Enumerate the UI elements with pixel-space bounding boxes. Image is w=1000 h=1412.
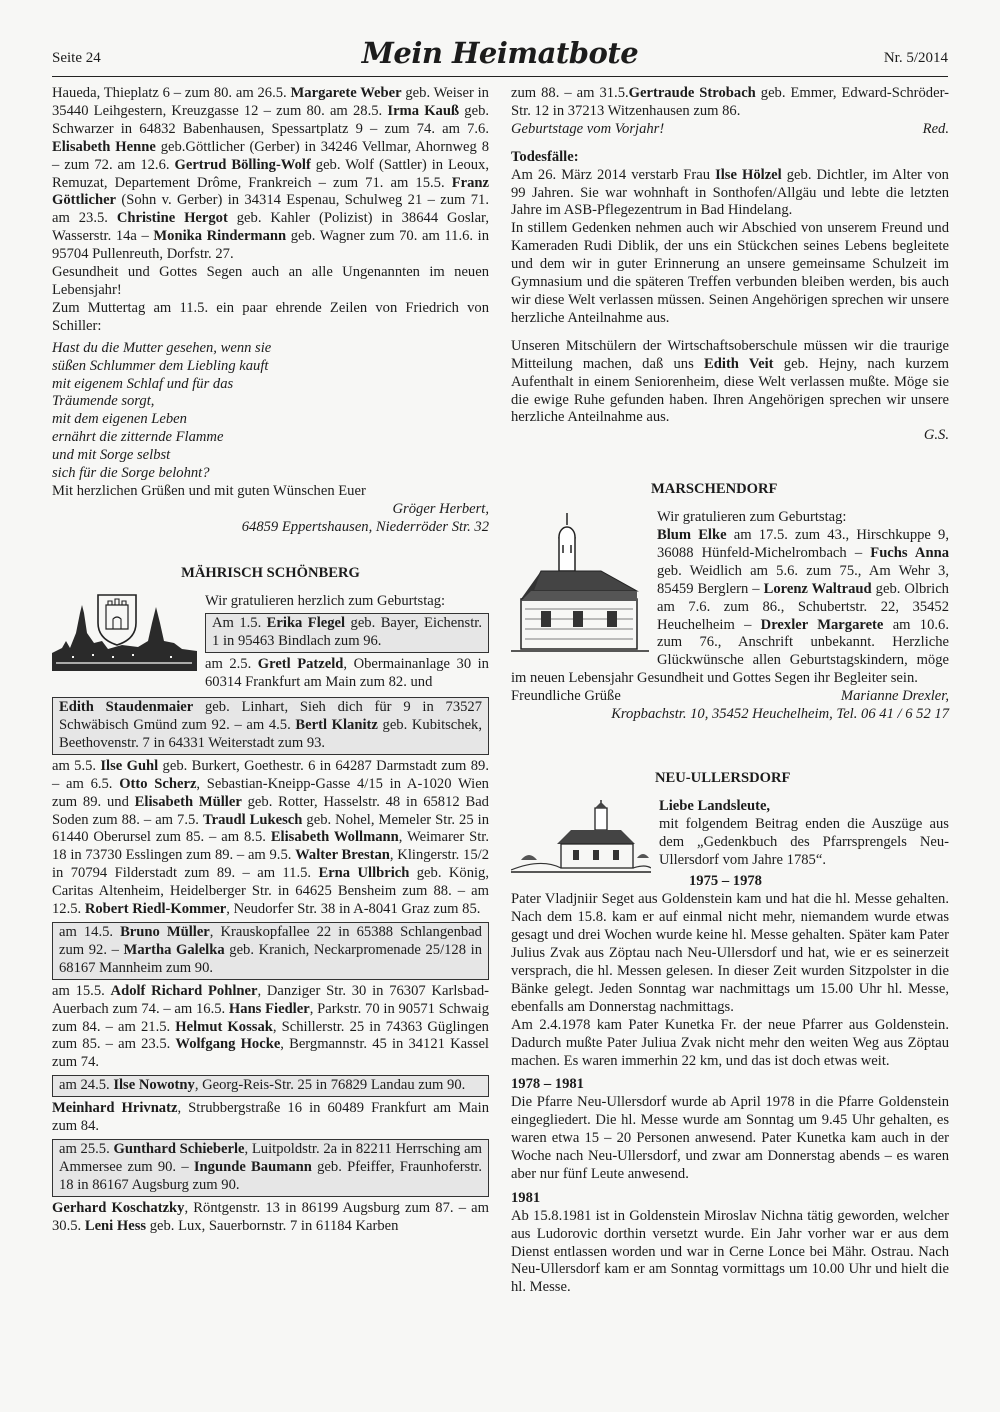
text-segment: geb. Nohel, Memeler Str. 25 in 61440 Oberursel zum 85. – am 8.5.: [52, 811, 490, 846]
text-segment: geb. Kubitschek, Beethovenstr. 7 in 64331 Weiterstadt zum 93.: [59, 717, 483, 751]
person-name: Ingunde Baumann: [193, 1158, 312, 1175]
person-name: Gretl Patzeld: [257, 656, 344, 673]
birthday-list-may-15-23: [52, 983, 489, 1073]
neu-ullersdorf-block: [511, 798, 949, 892]
person-name: Bertl Klanitz: [295, 717, 378, 733]
text-segment: geb. Emmer, Edward-Schröder-Str. 12 in 37213 Witzenhausen zum 86.: [511, 85, 949, 119]
person-name: Wolfgang Hocke: [175, 1036, 281, 1053]
text-segment: geb. Bayer, Eichenstr. 1 in 95463 Bindlach zum 96.: [212, 615, 482, 650]
text-segment: , Röntgenstr. 13 in 86199 Augsburg zum 87. – am 30.5.: [52, 1199, 489, 1234]
issue-number: Nr. 5/2014: [883, 50, 948, 66]
text-segment: geb. Lux, Sauerbornstr. 7 in 61184 Karben: [146, 1217, 399, 1234]
person-name: Adolf Richard Pohlner: [110, 982, 258, 999]
person-name: Gerhard Koschatzky: [52, 1199, 185, 1216]
page-number: Seite 24: [52, 50, 101, 66]
poem-line: sich für die Sorge belohnt?: [52, 465, 210, 482]
text-segment: am 5.5.: [52, 757, 101, 774]
period-heading-1978: 1978 – 1981: [511, 1076, 584, 1093]
period-heading-1975: 1975 – 1978: [689, 873, 762, 890]
person-name: Leni Hess: [84, 1217, 147, 1234]
person-name: Helmut Kossak: [175, 1018, 273, 1035]
poem-line: Hast du die Mutter gesehen, wenn sie: [52, 339, 272, 356]
poem-line: mit eigenem Schlaf und für das: [52, 375, 234, 392]
text-segment: (Sohn v. Gerber) in 34314 Espenau, Schulweg 21 – zum 71. am 23.5.: [52, 192, 489, 227]
obituary-initials: G.S.: [923, 427, 949, 444]
birthday-list-may-5-12: [52, 758, 489, 919]
text-segment: geb. Hejny, nach kurzem Aufenthalt in einem Seniorenheim, diese Welt verlassen mußte. Möge sie die ewige Ruhe gefunden haben. Ihren Angehörigen sprechen wir unsere herzliche Anteilnahme aus.: [511, 355, 949, 426]
person-name: Walter Brestan: [295, 847, 390, 864]
birthday-box-3: [52, 922, 489, 980]
text-segment: , Georg-Reis-Str. 25 in 76829 Landau zum 90.: [194, 1077, 466, 1094]
person-name: Erika Flegel: [266, 615, 346, 632]
text-segment: Haueda, Thieplatz 6 – zum 80. am 26.5.: [52, 85, 291, 101]
person-name: Fuchs Anna: [870, 544, 949, 561]
section-title-marschendorf: MARSCHENDORF: [651, 481, 778, 498]
schiller-poem: [52, 340, 489, 483]
maehrisch-schoenberg-block: [52, 593, 489, 693]
header-rule: [52, 76, 948, 77]
period-heading-1981: 1981: [511, 1189, 541, 1206]
obituary-diblik: In stillem Gedenken nehmen auch wir Abschied von unserem Freund und Kameraden Rudi Diblik, der uns ein Stückchen seines Lebens begleitete und dem wir in guter Erinnerung an unsere gemeinsame Schulzeit im Gymnasium und die späteren Treffen verbunden bleiben werden, bis auch wir diese Welt verlassen müssen. Seinen Angehörigen sprechen wir unsere herzliche Anteilnahme aus.: [511, 220, 949, 326]
greeting-text: Mit herzlichen Grüßen und mit guten Wünschen Euer: [52, 482, 366, 499]
person-name: Franz Göttlicher: [52, 174, 489, 209]
text-segment: Am 1.5.: [212, 615, 267, 632]
obituaries-title: Todesfälle:: [511, 148, 579, 165]
text-segment: Am 26. März 2014 verstarb Frau: [511, 166, 716, 183]
birthday-box-5: [52, 1139, 489, 1197]
text-segment: , Danziger Str. 30 in 76307 Karlsbad-Auerbach zum 74. – am 16.5.: [52, 982, 489, 1017]
person-name: Drexler Margarete: [760, 616, 884, 633]
text-segment: geb. Rotter, Hasselstr. 48 in 65812 Bad Soden zum 88. – am 7.5.: [52, 793, 489, 828]
person-name: Lorenz Waltraud: [763, 580, 872, 597]
marschendorf-address: Kropbachstr. 10, 35452 Heuchelheim, Tel. 06 41 / 6 52 17: [611, 706, 949, 722]
section-title-maehrisch-schoenberg: MÄHRISCH SCHÖNBERG: [181, 564, 360, 581]
person-name: Martha Galelka: [123, 941, 225, 958]
text-segment: geb. Wagner zum 70. am 11.6. in 95704 Pullenreuth, Dorfstr. 27.: [52, 228, 489, 263]
text-segment: , Luitpoldstr. 2a in 82211 Herrsching am Ammersee zum 90. –: [59, 1140, 482, 1175]
birthday-box-2: [52, 697, 489, 755]
poem-line: ernährt die zitternde Flamme: [52, 429, 224, 446]
person-name: Edith Staudenmaier: [59, 699, 194, 716]
period-text-1981: Ab 15.8.1981 ist in Goldenstein Miroslav Nichna tätig geworden, welcher aus Ludorovic dorthin versetzt wurde. Ein Jahr vorher war er aus dem Dienst entlassen worden und war in Cerne Lonce bei Mähr. Ostrau. Nach Neu-Ullersdorf kam er am Sonntag vormittags um 10.00 Uhr und hielt die hl. Messe.: [511, 1207, 949, 1296]
text-segment: , Bergmannstr. 45 in 34121 Kassel zum 74.: [52, 1036, 489, 1071]
text-segment: am 17.5. zum 43., Hirschkuppe 9, 36088 Hünfeld-Michelrombach –: [657, 527, 949, 561]
marschendorf-signature: Marianne Drexler,: [840, 688, 949, 705]
signature-name: Gröger Herbert,: [392, 500, 489, 517]
marschendorf-greeting: Freundliche Grüße: [511, 688, 621, 705]
neu-ullersdorf-greeting: Liebe Landsleute,: [659, 797, 771, 814]
poem-line: süßen Schlummer dem Liebling kauft: [52, 357, 269, 374]
birthday-box-1: [205, 613, 489, 653]
person-name: Blum Elke: [657, 527, 727, 544]
birthday-list-end: [511, 85, 949, 121]
text-segment: geb. Burkert, Goethestr. 6 in 64287 Darmstadt zum 89. – am 6.5.: [52, 757, 489, 792]
text-segment: , Sebastian-Kneipp-Gasse 4/15 in A-1020 Wien zum 89. und: [52, 775, 489, 810]
text-segment: am 10.6. zum 76., Anschrift unbekannt. Herzliche Glückwünsche allen Geburtstagskindern, möge im neuen Lebensjahr Gesundheit und Gottes Segen ihr Begleiter sein.: [511, 616, 949, 687]
person-name: Ilse Guhl: [100, 757, 159, 774]
poem-line: und mit Sorge selbst: [52, 447, 171, 464]
neu-ullersdorf-intro: mit folgendem Beitrag enden die Auszüge aus dem „Gedenkbuch des Pfarrsprengels Neu-Ullersdorf vom Jahre 1785“.: [659, 815, 949, 868]
text-segment: am 25.5.: [59, 1140, 114, 1157]
birthday-list-may-30: [52, 1200, 489, 1236]
person-name: Robert Riedl-Kommer: [84, 901, 227, 918]
person-name: Monika Rindermann: [153, 228, 287, 245]
text-segment: geb.Göttlicher (Gerber) in 34246 Vellmar, Ahornweg 8 – zum 72. am 12.6.: [52, 138, 489, 173]
marschendorf-intro: Wir gratulieren zum Geburtstag:: [657, 509, 847, 526]
marschendorf-block: [511, 509, 949, 688]
person-name: Otto Scherz: [119, 775, 197, 792]
text-segment: , Weimarer Str. 18 in 73730 Esslingen zum 89. – am 9.5.: [52, 829, 490, 864]
text-segment: am 14.5.: [59, 923, 121, 940]
signature-address: 64859 Eppertshausen, Niederröder Str. 32: [241, 518, 489, 535]
period-text-1975-b: Am 2.4.1978 kam Pater Kunetka Fr. der neue Pfarrer aus Goldenstein. Dadurch mußte Pater Juliua Zvak nicht mehr den weiten Weg aus Zöptau machen. Es waren immerhin 22 km, und das ist doch etwas weit.: [511, 1016, 949, 1069]
poem-line: mit dem eigenen Leben: [52, 411, 187, 428]
text-segment: , Obermainanlage 30 in 60314 Frankfurt am Main zum 82. und: [205, 656, 489, 691]
person-name: Bruno Müller: [120, 923, 210, 940]
blessing-text: Gesundheit und Gottes Segen auch an alle Ungenannten im neuen Lebensjahr!: [52, 264, 489, 298]
text-segment: , Krauskopfallee 22 in 65388 Schlangenbad zum 92. –: [59, 923, 482, 958]
text-segment: geb. Weidlich am 5.6. zum 75., Am Wehr 3, 85459 Berglern –: [657, 562, 949, 597]
text-segment: geb. Schwarzer in 64832 Babenhausen, Spessartplatz 9 – zum 74. am 7.6.: [52, 102, 490, 137]
birthday-list-continued: [52, 85, 489, 264]
text-segment: am 24.5.: [59, 1077, 114, 1094]
section-title-neu-ullersdorf: NEU-ULLERSDORF: [655, 769, 791, 786]
person-name: Ilse Nowotny: [113, 1077, 195, 1094]
town-coat-of-arms-illustration: [52, 593, 197, 673]
person-name: Hans Fiedler: [228, 1000, 310, 1017]
previous-year-note: Geburtstage vom Vorjahr!: [511, 120, 665, 137]
editor-mark: Red.: [922, 120, 949, 137]
birthday-entry-hrivnatz: [52, 1100, 489, 1136]
text-segment: geb. Dichtler, im Alter von 99 Jahren. Sie war wohnhaft in Sonthofen/Allgäu und lebte die letzten Jahre im ASB-Pflegezentrum in Bad Hindelang.: [511, 166, 949, 219]
maehrisch-schoenberg-intro: Wir gratulieren herzlich zum Geburtstag:: [205, 592, 446, 609]
chapel-illustration: [511, 798, 651, 876]
person-name: Erna Ullbrich: [318, 865, 410, 882]
birthday-box-4: [52, 1075, 489, 1097]
birthday-entry-2-5: [205, 656, 489, 692]
text-segment: geb. Wolf (Sattler) in Leoux, Remuzat, Departement Drôme, Frankreich – zum 71. am 15.5.: [52, 156, 489, 191]
period-text-1975-a: Pater Vladjniir Seget aus Goldenstein kam und hat die hl. Messe gehalten. Nach dem 15.8. kam er auf einmal nicht mehr, niemandem wurde etwas gesagt und drei Wochen wurde keine hl. Messe gehalten. Später kam Pater Julius Zvak aus Zöptau nach Neu-Ullersdorf und hat, wie er es seinerzeit versprach, die hl. Messen gelesen. In dieser Zeit wurden Sitzpolster in die Bänke gelegt. Jeden Sonntag war nachmittags um 15.00 Uhr hl. Messe, ebenfalls am Donnerstag nachmittags.: [511, 891, 949, 1015]
person-name: Christine Hergot: [116, 210, 228, 227]
obituary-hoelzel: [511, 167, 949, 221]
person-name: Elisabeth Wollmann: [270, 829, 399, 846]
text-segment: geb. Kranich, Neckarpromenade 25/128 in 68167 Mannheim zum 90.: [59, 941, 482, 976]
poem-line: Träumende sorgt,: [52, 393, 155, 410]
text-segment: , Schillerstr. 25 in 74363 Güglingen zum 85. – am 23.5.: [52, 1018, 489, 1053]
left-column: [52, 85, 489, 1235]
church-illustration: [511, 509, 649, 654]
person-name: Gertraude Strobach: [628, 85, 756, 101]
person-name: Traudl Lukesch: [202, 811, 303, 828]
text-segment: , Parkstr. 70 in 90571 Schwaig zum 84. – am 21.5.: [52, 1000, 489, 1035]
person-name: Edith Veit: [704, 355, 774, 372]
person-name: Margarete Weber: [290, 85, 402, 101]
period-text-1978: Die Pfarre Neu-Ullersdorf wurde ab April 1978 in die Pfarre Goldenstein eingegliedert. Die hl. Messe wurde am Sonntag um 9.45 Uhr gehalten, es waren etwa 15 – 20 Personen anwesend. Pater Kunetka kam auch in der Woche nach Neu-Ullersdorf, und zwar am Donnerstag abends – es waren aber nur fünf Leute anwesend.: [511, 1094, 949, 1182]
text-segment: , Neudorfer Str. 38 in A-8041 Graz zum 85.: [226, 901, 481, 918]
person-name: Irma Kauß: [387, 102, 460, 119]
person-name: Elisabeth Müller: [134, 793, 242, 810]
text-segment: geb. Kahler (Polizist) in 38644 Goslar, Wasserstr. 14a –: [52, 210, 489, 245]
text-segment: geb. Weiser in 35440 Leihgestern, Kreuzgasse 12 – zum 80. am 28.5.: [52, 85, 489, 119]
person-name: Elisabeth Henne: [52, 138, 156, 155]
text-segment: geb. Olbrich am 7.6. zum 86., Schubertstr. 22, 35452 Heuchelheim –: [657, 580, 949, 633]
person-name: Meinhard Hrivnatz: [52, 1100, 178, 1117]
text-segment: geb. König, Caritas Altenheim, Heidelberger Str. in 64625 Bensheim zum 88. – am 12.5.: [52, 865, 489, 918]
text-segment: am 2.5.: [205, 656, 258, 673]
text-segment: zum 88. – am 31.5.: [511, 85, 629, 101]
obituary-veit: [511, 338, 949, 428]
person-name: Ilse Hölzel: [715, 166, 782, 183]
person-name: Gertrud Bölling-Wolf: [174, 156, 311, 173]
text-segment: am 15.5.: [52, 982, 111, 999]
right-column: [511, 85, 949, 1297]
text-segment: , Strubbergstraße 16 in 60489 Frankfurt am Main zum 84.: [52, 1100, 489, 1135]
masthead-title: Mein Heimatbote: [361, 36, 639, 70]
text-segment: geb. Pfeiffer, Fraunhoferstr. 18 in 86167 Augsburg zum 90.: [59, 1158, 482, 1193]
mothers-day-intro: Zum Muttertag am 11.5. ein paar ehrende Zeilen von Friedrich von Schiller:: [52, 299, 489, 334]
text-segment: , Klingerstr. 15/2 in 70794 Filderstadt zum 89. – am 11.5.: [52, 847, 489, 882]
text-segment: Unseren Mitschülern der Wirtschaftsoberschule müssen wir die traurige Mitteilung machen, daß uns: [511, 337, 949, 372]
text-segment: geb. Linhart, Sieh dich für 9 in 73527 Schwäbisch Gmünd zum 92. – am 4.5.: [59, 699, 483, 733]
person-name: Gunthard Schieberle: [113, 1140, 245, 1157]
